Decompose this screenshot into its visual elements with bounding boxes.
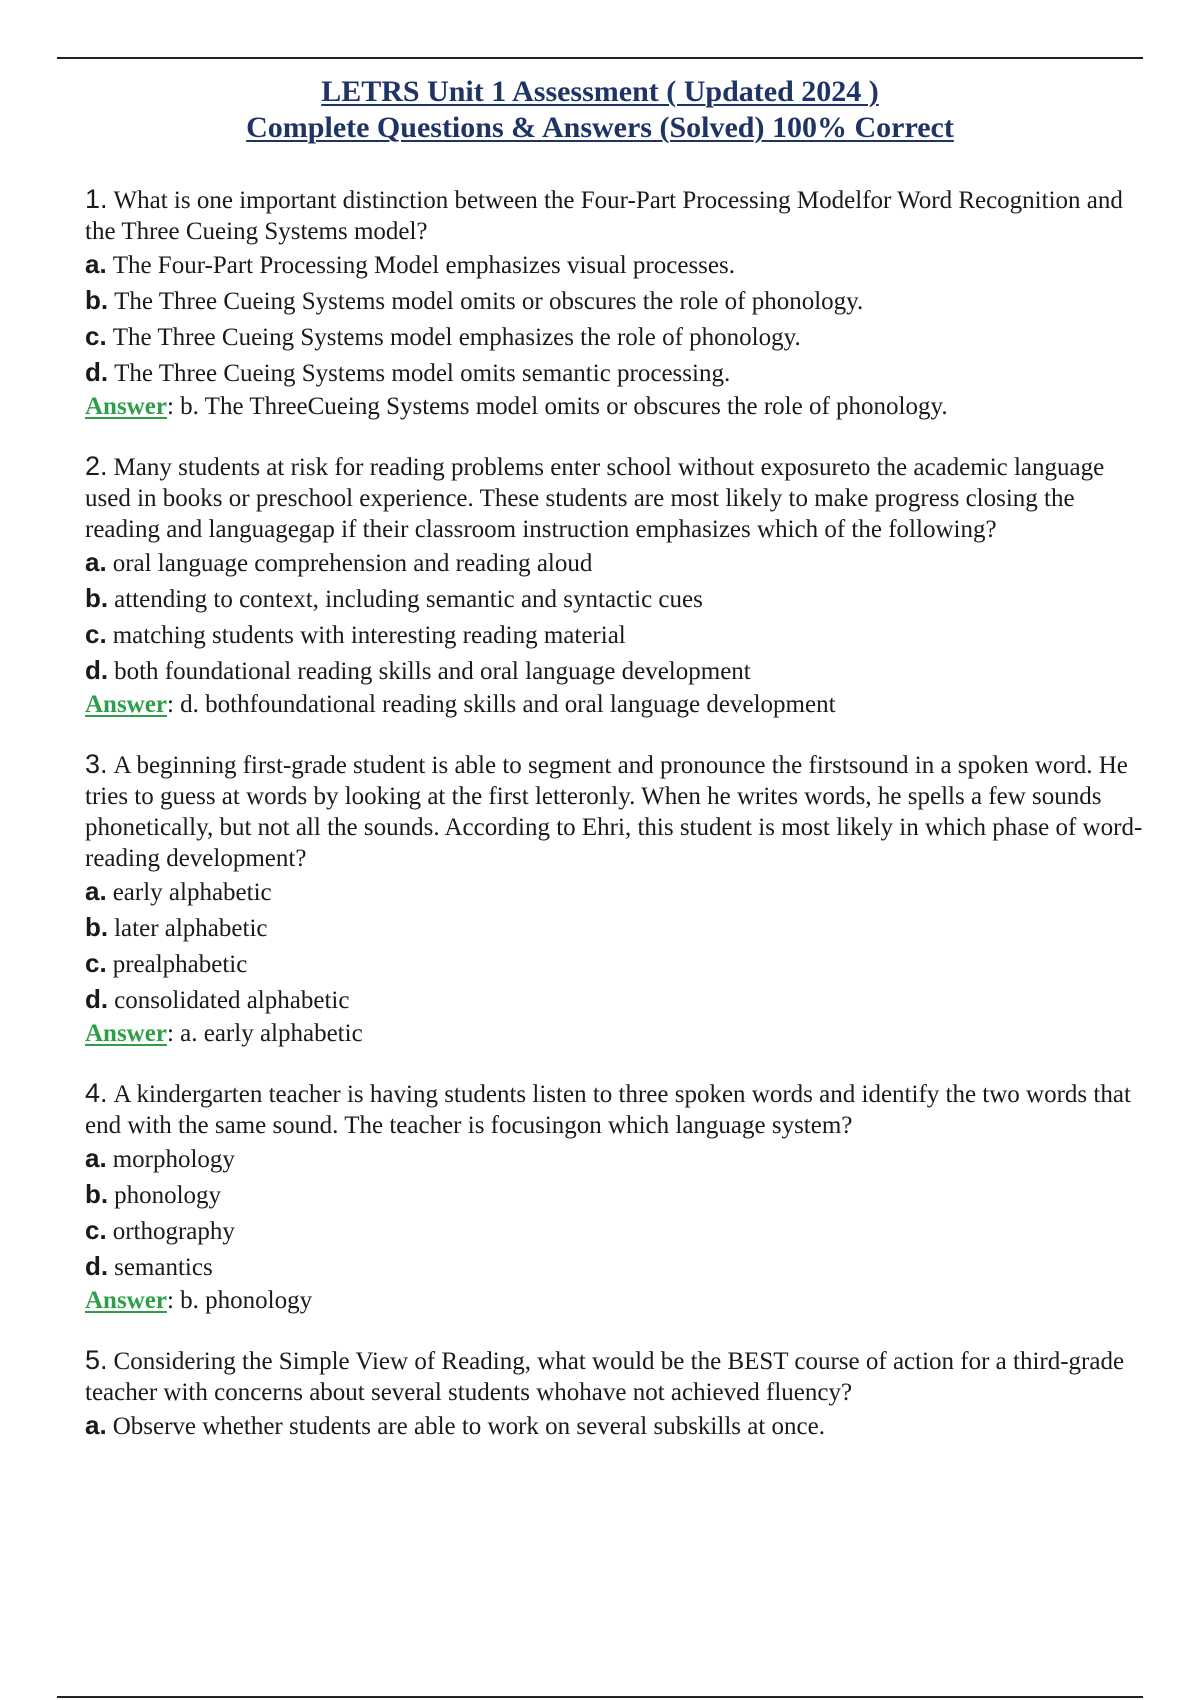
answer-option bbox=[85, 910, 1155, 946]
option-text: later alphabetic bbox=[114, 915, 268, 942]
answer-line bbox=[85, 1018, 1155, 1050]
option-letter: c. bbox=[85, 619, 107, 649]
question-2 bbox=[85, 451, 1155, 721]
option-letter: d. bbox=[85, 357, 109, 387]
option-letter: d. bbox=[85, 984, 109, 1014]
option-letter: c. bbox=[85, 948, 107, 978]
question-stem bbox=[85, 749, 1155, 874]
option-text: early alphabetic bbox=[112, 879, 272, 906]
answer-option bbox=[85, 874, 1155, 910]
option-letter: d. bbox=[85, 1251, 109, 1281]
answer-option bbox=[85, 982, 1155, 1018]
title-line-1: LETRS Unit 1 Assessment ( Updated 2024 ) bbox=[321, 75, 879, 108]
answer-option bbox=[85, 283, 1155, 319]
option-letter: d. bbox=[85, 655, 109, 685]
top-rule bbox=[57, 57, 1143, 59]
answer-text: : d. bothfoundational reading skills and oral language development bbox=[166, 691, 836, 718]
question-number: 3. bbox=[85, 749, 108, 779]
option-letter: a. bbox=[85, 547, 107, 577]
answer-option bbox=[85, 653, 1155, 689]
answer-label: Answer bbox=[85, 393, 167, 420]
answer-option bbox=[85, 946, 1155, 982]
document-title bbox=[0, 74, 1200, 146]
answer-option bbox=[85, 581, 1155, 617]
option-letter: a. bbox=[85, 249, 107, 279]
option-text: matching students with interesting reading material bbox=[112, 622, 626, 649]
answer-option bbox=[85, 247, 1155, 283]
question-number: 2. bbox=[85, 451, 108, 481]
answer-label: Answer bbox=[85, 1287, 167, 1314]
option-text: The Four-Part Processing Model emphasizes visual processes. bbox=[112, 252, 735, 279]
option-letter: a. bbox=[85, 1410, 107, 1440]
question-text: Considering the Simple View of Reading, what would be the BEST course of action for a third-grade teacher with concerns about several students whohave not achieved fluency? bbox=[85, 1348, 1125, 1406]
option-text: Observe whether students are able to work on several subskills at once. bbox=[112, 1413, 825, 1440]
option-text: The Three Cueing Systems model omits or obscures the role of phonology. bbox=[114, 288, 864, 315]
answer-option bbox=[85, 1177, 1155, 1213]
question-5 bbox=[85, 1345, 1155, 1444]
answer-line bbox=[85, 1285, 1155, 1317]
question-stem bbox=[85, 451, 1155, 545]
option-text: consolidated alphabetic bbox=[114, 987, 350, 1014]
answer-option bbox=[85, 319, 1155, 355]
option-text: morphology bbox=[112, 1146, 235, 1173]
answer-text: : a. early alphabetic bbox=[166, 1020, 363, 1047]
question-stem bbox=[85, 1078, 1155, 1141]
answer-option bbox=[85, 545, 1155, 581]
option-text: oral language comprehension and reading aloud bbox=[112, 550, 593, 577]
option-text: The Three Cueing Systems model omits semantic processing. bbox=[114, 360, 731, 387]
option-letter: c. bbox=[85, 1215, 107, 1245]
option-letter: b. bbox=[85, 1179, 109, 1209]
question-1 bbox=[85, 184, 1155, 423]
answer-line bbox=[85, 391, 1155, 423]
option-letter: c. bbox=[85, 321, 107, 351]
title-line-2: Complete Questions & Answers (Solved) 100% Correct bbox=[246, 111, 954, 144]
question-number: 1. bbox=[85, 184, 108, 214]
answer-label: Answer bbox=[85, 1020, 167, 1047]
question-text: A beginning first-grade student is able to segment and pronounce the firstsound in a spoken word. He tries to guess at words by looking at the first letteronly. When he writes words, he spells a few sounds phonetically, but not all the sounds. According to Ehri, this student is most likely in which phase of word-reading development? bbox=[85, 752, 1143, 872]
question-text: What is one important distinction between the Four-Part Processing Modelfor Word Recognition and the Three Cueing Systems model? bbox=[85, 187, 1123, 245]
bottom-rule bbox=[57, 1696, 1143, 1698]
question-text: Many students at risk for reading problems enter school without exposureto the academic language used in books or preschool experience. These students are most likely to make progress closing the reading and languagegap if their classroom instruction emphasizes which of the following? bbox=[85, 454, 1105, 543]
question-number: 4. bbox=[85, 1078, 108, 1108]
option-text: both foundational reading skills and oral language development bbox=[114, 658, 751, 685]
option-text: semantics bbox=[114, 1254, 213, 1281]
answer-option bbox=[85, 355, 1155, 391]
question-list bbox=[85, 184, 1155, 1472]
option-letter: b. bbox=[85, 285, 109, 315]
question-3 bbox=[85, 749, 1155, 1050]
option-text: phonology bbox=[114, 1182, 222, 1209]
answer-option bbox=[85, 1408, 1155, 1444]
option-text: prealphabetic bbox=[112, 951, 248, 978]
answer-option bbox=[85, 1213, 1155, 1249]
option-text: orthography bbox=[112, 1218, 235, 1245]
option-letter: b. bbox=[85, 912, 109, 942]
option-letter: a. bbox=[85, 1143, 107, 1173]
question-stem bbox=[85, 1345, 1155, 1408]
answer-option bbox=[85, 1249, 1155, 1285]
option-letter: b. bbox=[85, 583, 109, 613]
question-stem bbox=[85, 184, 1155, 247]
option-letter: a. bbox=[85, 876, 107, 906]
option-text: The Three Cueing Systems model emphasizes the role of phonology. bbox=[112, 324, 801, 351]
question-text: A kindergarten teacher is having students listen to three spoken words and identify the two words that end with the same sound. The teacher is focusingon which language system? bbox=[85, 1081, 1131, 1139]
question-4 bbox=[85, 1078, 1155, 1317]
answer-text: : b. The ThreeCueing Systems model omits or obscures the role of phonology. bbox=[166, 393, 948, 420]
answer-label: Answer bbox=[85, 691, 167, 718]
answer-line bbox=[85, 689, 1155, 721]
answer-text: : b. phonology bbox=[166, 1287, 313, 1314]
answer-option bbox=[85, 617, 1155, 653]
answer-option bbox=[85, 1141, 1155, 1177]
option-text: attending to context, including semantic and syntactic cues bbox=[114, 586, 703, 613]
question-number: 5. bbox=[85, 1345, 108, 1375]
